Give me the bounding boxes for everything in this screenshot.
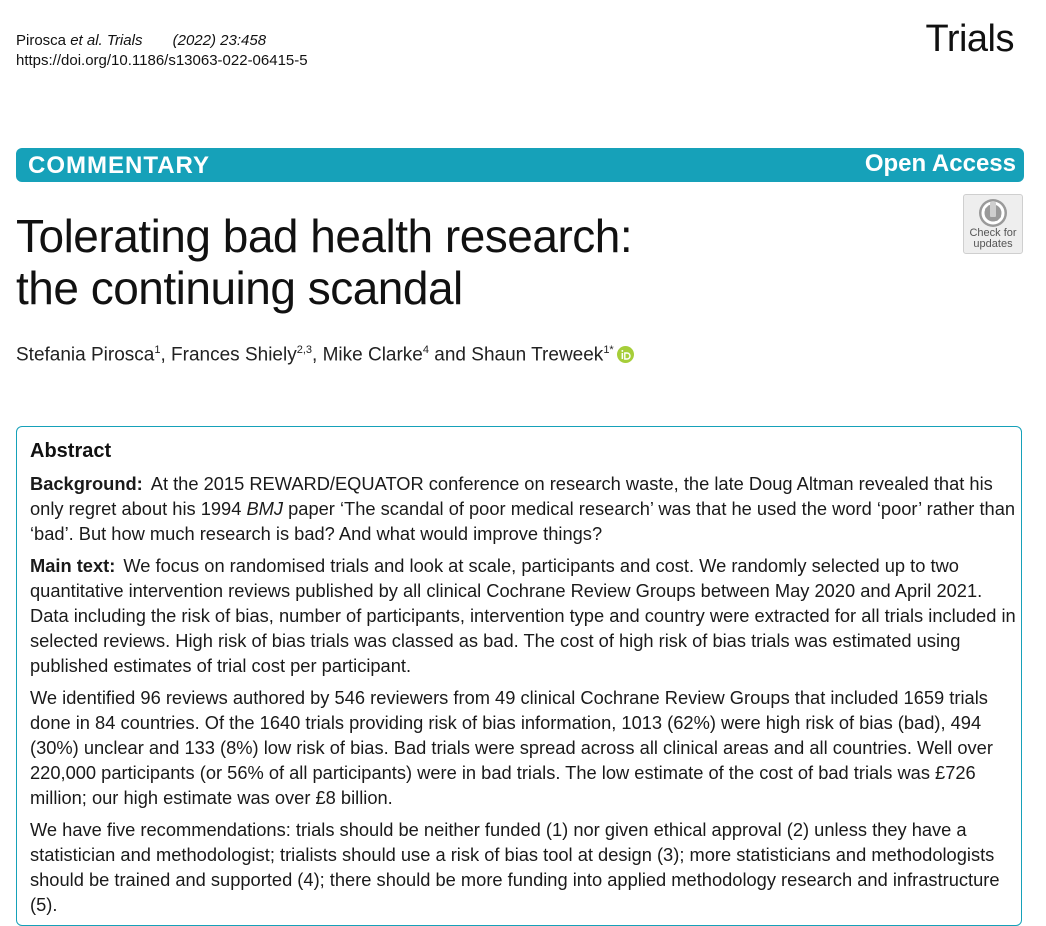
abstract-background — [30, 471, 1016, 546]
check-updates-line2: updates — [973, 238, 1013, 250]
main-text: We focus on randomised trials and look at scale, participants and cost. We randomly selected up to two quantitative intervention reviews published by all clinical Cochrane Review Groups between May 2020 and April 2021. Data including the risk of bias, number of participants, intervention type and country were extracted for all trials included in selected reviews. High risk of bias trials was classed as bad. The cost of high risk of bias trials was estimated using published estimates of trial cost per participant. — [30, 555, 1016, 676]
open-access-label: Open Access — [864, 150, 1016, 177]
abstract-body — [30, 471, 1016, 924]
author-affiliation: 4 — [422, 344, 430, 356]
abstract-results: We identified 96 reviews authored by 546 reviewers from 49 clinical Cochrane Review Groups that included 1659 trials done in 84 countries. Of the 1640 trials providing risk of bias information, 1013 (62%) were high risk of bias (bad), 494 (30%) unclear and 133 (8%) low risk of bias. Bad trials were spread across all clinical areas and all countries. Well over 220,000 participants (or 56% of all participants) were in bad trials. The low estimate of the cost of bad trials was £726 million; our high estimate was over £8 billion. — [30, 687, 993, 808]
author-name[interactable]: Frances Shiely — [171, 344, 297, 366]
article-type-label: COMMENTARY — [28, 152, 210, 179]
orcid-icon[interactable] — [617, 346, 634, 363]
author-affiliation: 1* — [603, 344, 614, 356]
title-line-1: Tolerating bad health research: — [16, 210, 633, 262]
author-name[interactable]: Mike Clarke — [322, 344, 423, 366]
abstract-main-text — [30, 553, 1016, 678]
title-line-2: the continuing scandal — [16, 262, 463, 314]
author-name[interactable]: Stefania Pirosca — [16, 344, 155, 366]
citation-year-volume: (2022) 23:458 — [172, 32, 267, 49]
citation-journal: et al. Trials — [70, 32, 143, 49]
citation-header — [16, 31, 308, 71]
check-updates-line1: Check for — [969, 227, 1017, 239]
author-separator: , — [312, 344, 323, 366]
background-label: Background: — [30, 473, 143, 494]
abstract-heading: Abstract — [30, 440, 112, 462]
author-list — [16, 336, 634, 369]
author-separator: and — [429, 344, 472, 366]
citation-authors: Pirosca — [16, 32, 67, 49]
article-title — [16, 210, 632, 314]
background-text: At the 2015 REWARD/EQUATOR conference on research waste, the late Doug Altman revealed that his only regret about his 1994 — [30, 473, 993, 519]
author-name[interactable]: Shaun Treweek — [471, 344, 604, 366]
author-separator: , — [160, 344, 172, 366]
author-affiliation: 1 — [154, 344, 161, 356]
check-updates-icon — [978, 198, 1008, 228]
check-for-updates-button[interactable] — [963, 194, 1023, 254]
background-journal: BMJ — [246, 498, 284, 519]
author-affiliation: 2,3 — [296, 344, 313, 356]
article-type-banner — [16, 148, 1024, 182]
abstract-recommendations: We have five recommendations: trials should be neither funded (1) nor given ethical approval (2) unless they have a statistician and methodologist; trialists should use a risk of bias tool at design (3); more statisticians and methodologists should be trained and supported (4); there should be more funding into applied methodology research and infrastructure (5). — [30, 819, 1000, 915]
doi-link[interactable]: https://doi.org/10.1186/s13063-022-06415-5 — [16, 52, 308, 69]
abstract-box — [16, 426, 1022, 926]
background-text-cont: paper ‘The scandal of poor medical research’ was that he used the word ‘poor’ rather than ‘bad’. But how much research is bad? And what would improve things? — [30, 498, 1016, 544]
main-text-label: Main text: — [30, 555, 116, 576]
journal-logo: Trials — [925, 18, 1014, 60]
